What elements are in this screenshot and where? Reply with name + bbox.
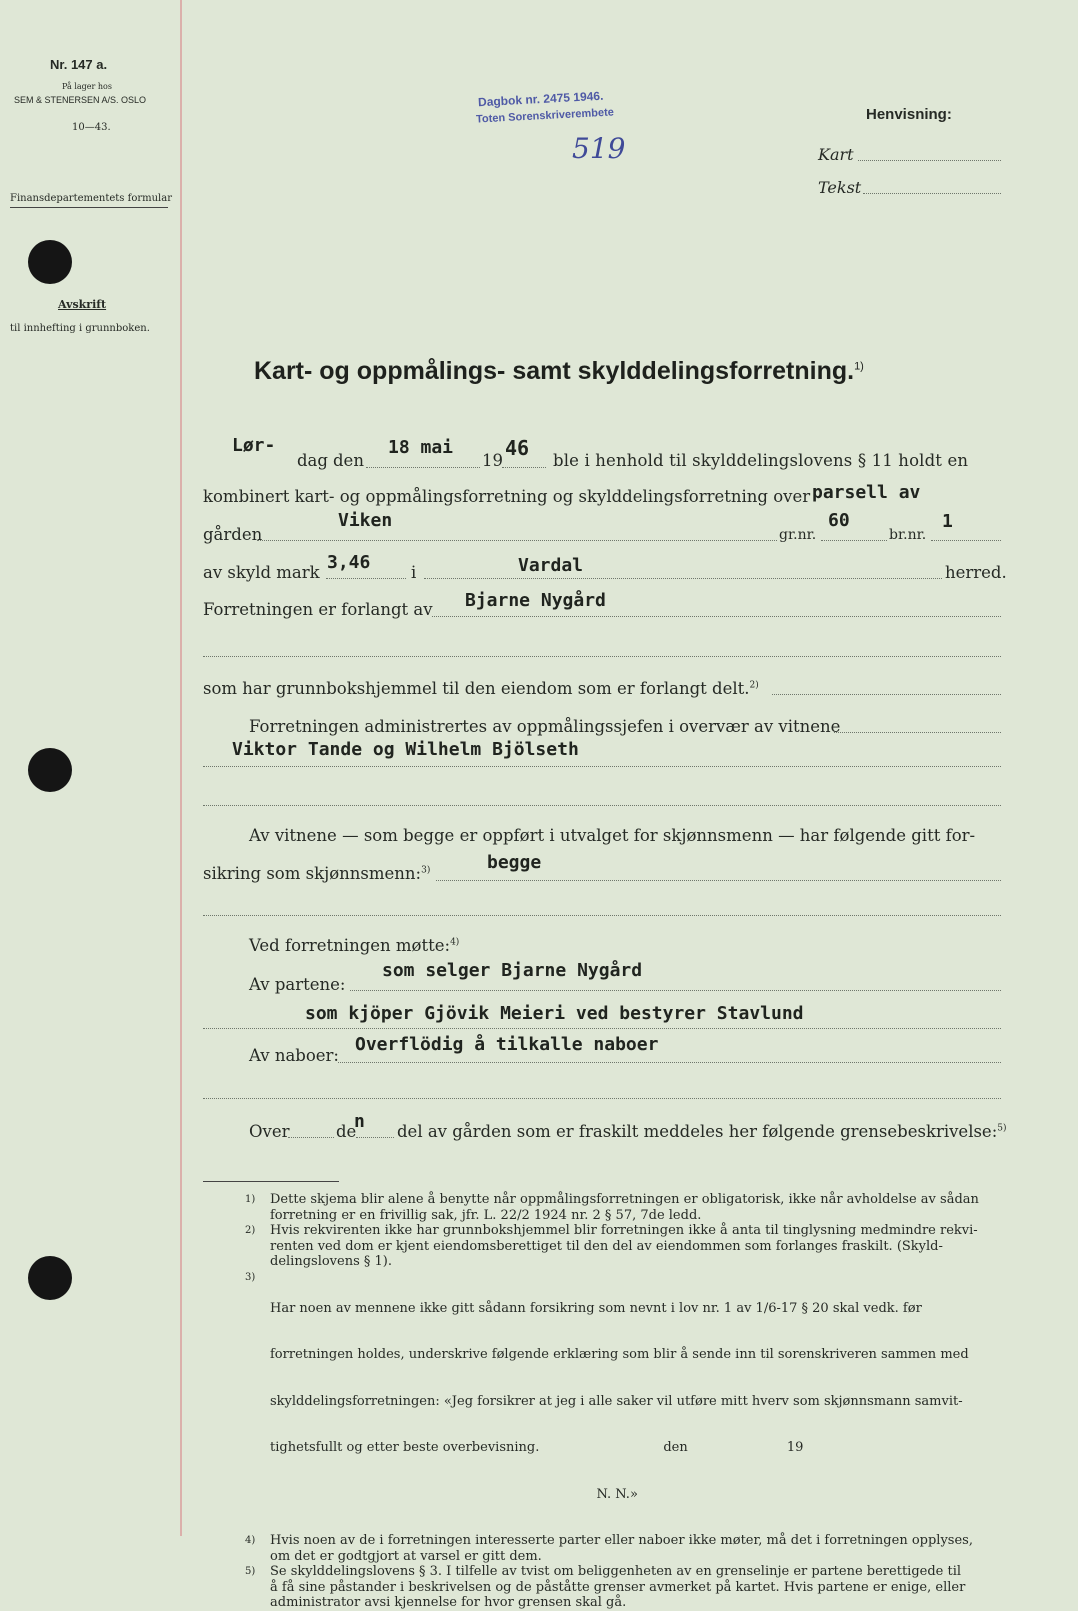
line8-text: Av vitnene — som begge er oppført i utvalget for skjønnsmenn — har følgende gitt for- (249, 826, 976, 845)
label-grnr: gr.nr. (779, 527, 817, 543)
copy-label: Avskrift (58, 298, 107, 311)
party1-line (350, 990, 1001, 991)
ministry-form-label: Finansdepartementets formular (10, 193, 172, 204)
footnote-mark: 3) (245, 1271, 256, 1283)
line5-text: Forretningen er forlangt av (203, 600, 433, 619)
grnr-line (821, 540, 887, 541)
footnote-line: forretning er en frivillig sak, jfr. L. 22/2 1924 nr. 2 § 57, 7de ledd. (270, 1207, 702, 1223)
farm-line (257, 540, 777, 541)
date-value: 18 mai (388, 437, 454, 458)
margin-rule (180, 0, 182, 1536)
form-number: Nr. 147 a. (50, 57, 108, 72)
diary-stamp (478, 89, 604, 110)
line13-footnote-ref: 5) (997, 1123, 1007, 1134)
line2-text: kombinert kart- og oppmålingsforretning og skylddelingsforretning over (203, 487, 811, 506)
farm-value: Viken (338, 510, 393, 531)
neighbours-value: Overflödig å tilkalle naboer (355, 1034, 659, 1055)
date-line (366, 467, 480, 468)
over-line (288, 1137, 334, 1138)
footnote-line: Hvis rekvirenten ikke har grunnbokshjemmel blir forretningen ikke å anta til tinglysning medmindre rekvi- (270, 1223, 978, 1238)
line9-footnote-ref: 3) (421, 865, 431, 876)
map-label: Kart (818, 145, 854, 164)
line6-fill (772, 694, 1001, 695)
footnote-4 (245, 1533, 1005, 1564)
label-i: i (411, 563, 417, 582)
label-neighbours: Av naboer: (249, 1046, 339, 1065)
footnote-line: Hvis noen av de i forretningen interesserte parter eller naboer ikke møter, må det i forretningen opplyses, (270, 1533, 973, 1548)
footnote-line: renten ved dom er kjent eiendomsberettiget til den del av eiendommen som forlanges fraskilt. (Skyld- (270, 1238, 943, 1254)
line10-footnote-ref: 4) (450, 937, 460, 948)
witness-line (203, 766, 1001, 767)
requester-value: Bjarne Nygård (465, 590, 606, 611)
punch-hole (28, 1256, 72, 1300)
footnote-line: administrator avsi kjennelse for hvor grensen skal gå. (270, 1595, 627, 1610)
party2-line (203, 1028, 1001, 1029)
label-dag: dag (297, 451, 328, 470)
label-de: de (336, 1122, 357, 1141)
line13-main: del av gården som er fraskilt meddeles her følgende grensebeskrivelse: (397, 1122, 998, 1141)
footnote-mark: 2) (245, 1225, 256, 1236)
party2-value: som kjöper Gjövik Meieri ved bestyrer Stavlund (305, 1003, 804, 1024)
parcel-value: parsell av (812, 482, 921, 503)
footnotes (245, 1192, 1005, 1611)
blank-line (203, 915, 1001, 916)
year-value: 46 (505, 436, 530, 460)
copy-note: til innhefting i grunnboken. (10, 323, 150, 334)
print-date-code: 10—43. (72, 122, 111, 133)
footnote-line: forretningen holdes, underskrive følgende erklæring som blir å sende inn til sorenskriveren sammen med (270, 1347, 969, 1362)
label-den: den (333, 451, 364, 470)
text-label: Tekst (818, 178, 862, 197)
handwritten-number: 519 (572, 132, 626, 165)
title-text: Kart- og oppmålings- samt skylddelingsforretning. (254, 357, 855, 385)
neighbours-line (338, 1062, 1001, 1063)
footnote-mark: 5) (245, 1566, 256, 1577)
herred-line (424, 578, 942, 579)
assurance-line (436, 880, 1001, 881)
publisher-line: På lager hos (62, 82, 112, 91)
footnote-line: tighetsfullt og etter beste overbevisning. den 19 (270, 1440, 804, 1455)
blank-line (203, 656, 1001, 657)
label-herred: herred. (945, 563, 1007, 582)
year-line (502, 467, 546, 468)
herred-value: Vardal (518, 555, 584, 576)
line6-footnote-ref: 2) (749, 680, 759, 691)
reference-heading: Henvisning: (866, 106, 952, 123)
skyld-line (326, 578, 406, 579)
footnote-line: om det er godtgjort at varsel er gitt dem. (270, 1548, 542, 1564)
blank-line (203, 805, 1001, 806)
grnr-value: 60 (828, 510, 850, 531)
footnote-1 (245, 1192, 1005, 1223)
title-footnote-ref: 1) (854, 360, 864, 373)
line10-main: Ved forretningen møtte: (249, 936, 451, 955)
label-garden: gården (203, 525, 263, 544)
n-line (356, 1137, 394, 1138)
day-prefix: Lør- (232, 435, 276, 456)
punch-hole (28, 240, 72, 284)
blank-line (203, 1098, 1001, 1099)
punch-hole (28, 748, 72, 792)
footnote-2 (245, 1223, 1005, 1270)
divider (10, 207, 168, 208)
line9-main: sikring som skjønnsmenn: (203, 864, 422, 883)
map-field (858, 160, 1001, 161)
footnote-line: delingslovens § 1). (270, 1254, 393, 1269)
brnr-line (931, 540, 1001, 541)
label-skyld: av skyld mark (203, 563, 320, 582)
office-stamp: Toten Sorenskriverembete (475, 106, 615, 126)
publisher-name: SEM & STENERSEN A/S. OSLO (14, 95, 147, 105)
witnesses-value: Viktor Tande og Wilhelm Bjölseth (232, 739, 579, 760)
skyld-value: 3,46 (327, 552, 371, 573)
footnote-5 (245, 1564, 1005, 1611)
footnote-line: skylddelingsforretningen: «Jeg forsikrer at jeg i alle saker vil utføre mitt hverv som skjønnsmann samvit- (270, 1393, 963, 1409)
line13-text (397, 1122, 1007, 1141)
requester-line (432, 616, 1001, 617)
line7-text: Forretningen administrertes av oppmålingssjefen i overvær av vitnene (249, 717, 841, 736)
line10-text (249, 936, 459, 955)
text-field (863, 193, 1001, 194)
party1-value: som selger Bjarne Nygård (382, 960, 643, 981)
footnote-separator (203, 1181, 339, 1182)
label-parties: Av partene: (249, 975, 346, 994)
line7-fill (834, 732, 1001, 733)
line1-rest: ble i henhold til skylddelingslovens § 11 holdt en (553, 451, 969, 470)
n-value: n (354, 1111, 365, 1132)
label-over: Over (249, 1122, 290, 1141)
footnote-3 (245, 1270, 1005, 1534)
assurance-value: begge (487, 852, 542, 873)
line9-text (203, 864, 430, 883)
label-19: 19 (482, 451, 503, 470)
line6-main: som har grunnbokshjemmel til den eiendom som er forlangt delt. (203, 679, 750, 698)
diary-number: Dagbok nr. 2475 1946. (477, 88, 604, 110)
footnote-line: Dette skjema blir alene å benytte når oppmålingsforretningen er obligatorisk, ikke når avholdelse av sådan (270, 1192, 979, 1207)
document-title (254, 357, 864, 386)
brnr-value: 1 (942, 511, 953, 532)
label-brnr: br.nr. (889, 527, 927, 543)
line6-text (203, 679, 759, 698)
footnote-line: N. N.» (270, 1486, 638, 1502)
footnote-line: å få sine påstander i beskrivelsen og de påståtte grenser avmerket på kartet. Hvis partene er enige, eller (270, 1579, 966, 1595)
footnote-line: Har noen av mennene ikke gitt sådann forsikring som nevnt i lov nr. 1 av 1/6-17 § 20 skal vedk. før (270, 1300, 922, 1316)
footnote-line: Se skylddelingslovens § 3. I tilfelle av tvist om beliggenheten av en grenselinje er partene berettigede til (270, 1564, 962, 1579)
footnote-mark: 4) (245, 1535, 256, 1546)
footnote-mark: 1) (245, 1194, 256, 1205)
